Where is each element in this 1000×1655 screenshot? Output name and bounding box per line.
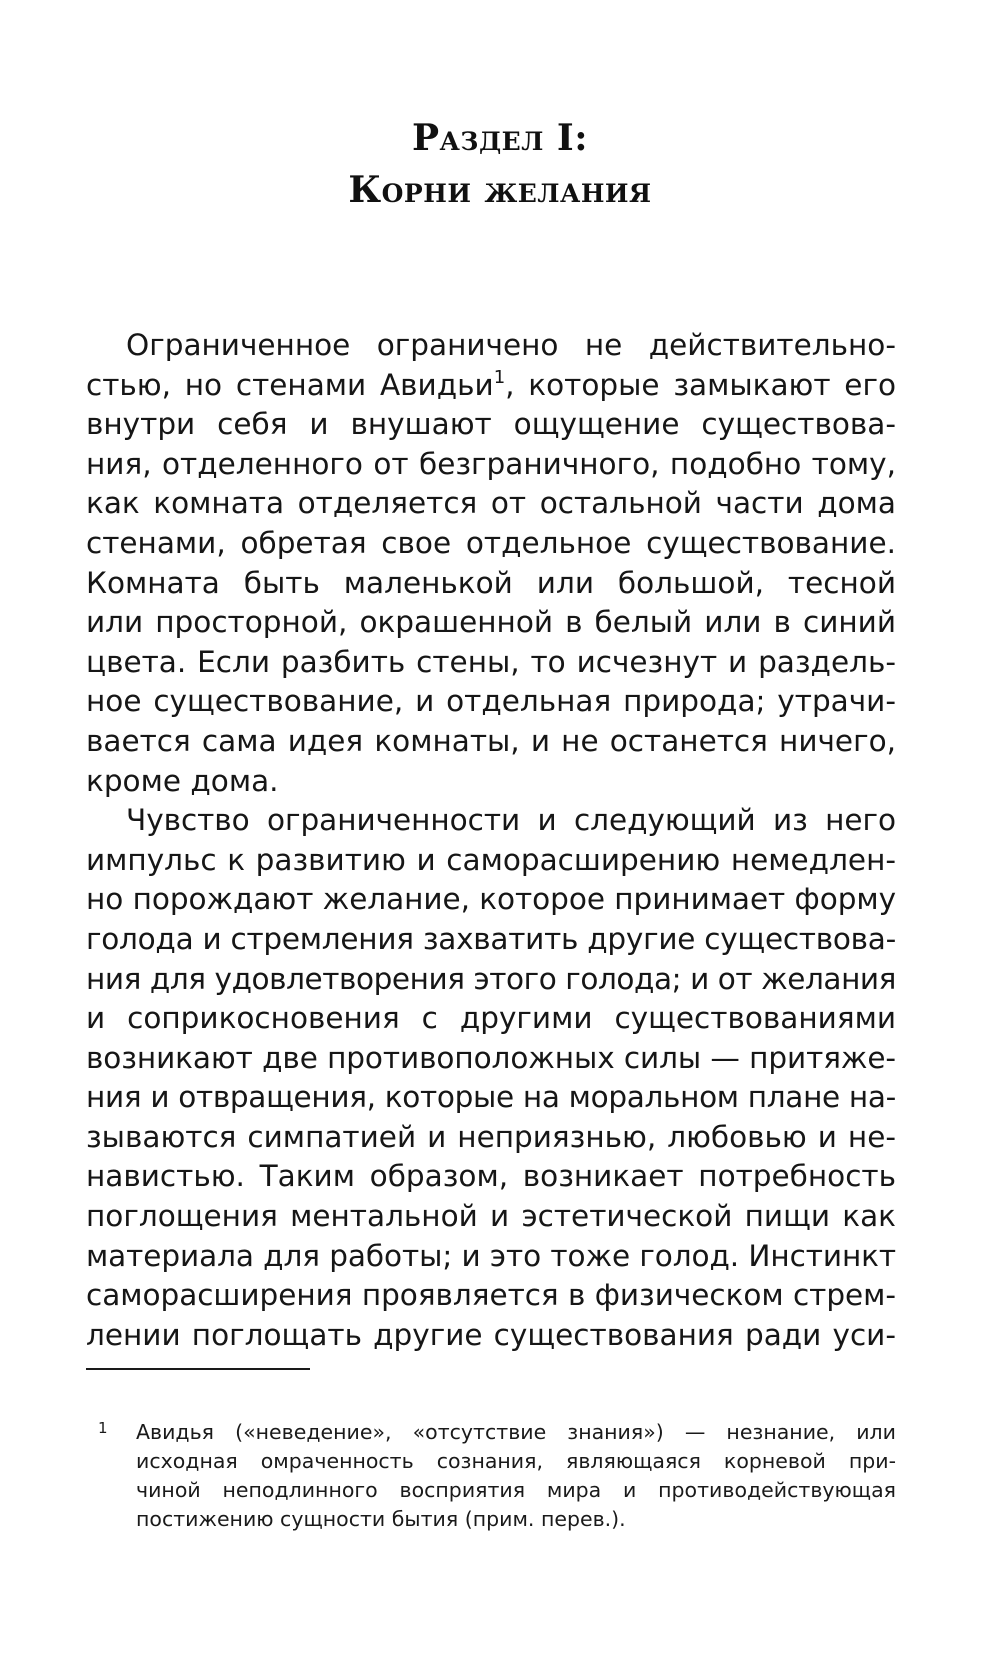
text-line: Ограниченное ограничено не действительно- (126, 328, 896, 362)
text-line: импульс к развитию и саморасширению немедлен- (86, 842, 896, 877)
text-line: лении поглощать другие существования ради уси- (86, 1317, 896, 1352)
text-line: ния для удовлетворения этого голода; и от желания (86, 961, 896, 996)
text-line: возникают две противоположных силы — притяже- (86, 1040, 896, 1075)
text-segment: , которые замыкают его (505, 367, 897, 402)
text-line: стенами, обретая свое отдельное существование. (86, 525, 896, 560)
paragraph-2 (86, 801, 896, 1355)
text-line: цвета. Если разбить стены, то исчезнут и раздель- (86, 644, 896, 679)
text-line: внутри себя и внушают ощущение существова- (86, 407, 896, 442)
body-text (86, 326, 896, 1355)
footnote-mark: 1 (98, 1419, 108, 1437)
footnote-reference[interactable]: 1 (493, 366, 506, 388)
footnote (86, 1418, 896, 1534)
section-heading-line-1: Раздел I: (411, 117, 588, 159)
text-line: кроме дома. (86, 763, 279, 798)
paragraph-1 (86, 326, 896, 801)
text-line: как комната отделяется от остальной части дома (86, 486, 896, 521)
text-line: саморасширения проявляется в физическом стрем- (86, 1278, 896, 1313)
text-line: голода и стремления захватить другие существова- (86, 921, 896, 956)
text-line (86, 366, 896, 406)
section-heading-line-2: Корни желания (348, 169, 652, 211)
text-line: Чувство ограниченности и следующий из него (126, 803, 896, 838)
text-line: ное существование, и отдельная природа; утрачи- (86, 684, 896, 719)
footnote-divider (86, 1368, 310, 1370)
text-line: зываются симпатией и неприязнью, любовью и не- (86, 1119, 896, 1154)
footnote-text (136, 1418, 896, 1534)
text-segment: стью, но стенами Авидьи (86, 367, 494, 402)
text-line: навистью. Таким образом, возникает потребность (86, 1159, 896, 1194)
text-line: ния и отвращения, которые на моральном плане на- (86, 1080, 896, 1115)
text-line: но порождают желание, которое принимает форму (86, 882, 896, 917)
text-line: ния, отделенного от безграничного, подобно тому, (86, 446, 896, 481)
footnote-line: Авидья («неведение», «отсутствие знания») — незнание, или (136, 1420, 896, 1444)
footnote-line: чиной неподлинного восприятия мира и противодействующая (136, 1478, 896, 1502)
text-line: поглощения ментальной и эстетической пищи как (86, 1199, 896, 1234)
text-line: или просторной, окрашенной в белый или в синий (86, 605, 896, 640)
text-line: вается сама идея комнаты, и не останется ничего, (86, 723, 896, 758)
text-line: и соприкосновения с другими существованиями (86, 1001, 896, 1036)
section-heading (0, 112, 1000, 216)
footnote-line: исходная омраченность сознания, являющаяся корневой при- (136, 1449, 896, 1473)
text-line: Комната быть маленькой или большой, тесной (86, 565, 896, 600)
footnote-line: постижению сущности бытия (прим. перев.). (136, 1507, 626, 1531)
text-line: материала для работы; и это тоже голод. Инстинкт (86, 1238, 896, 1273)
